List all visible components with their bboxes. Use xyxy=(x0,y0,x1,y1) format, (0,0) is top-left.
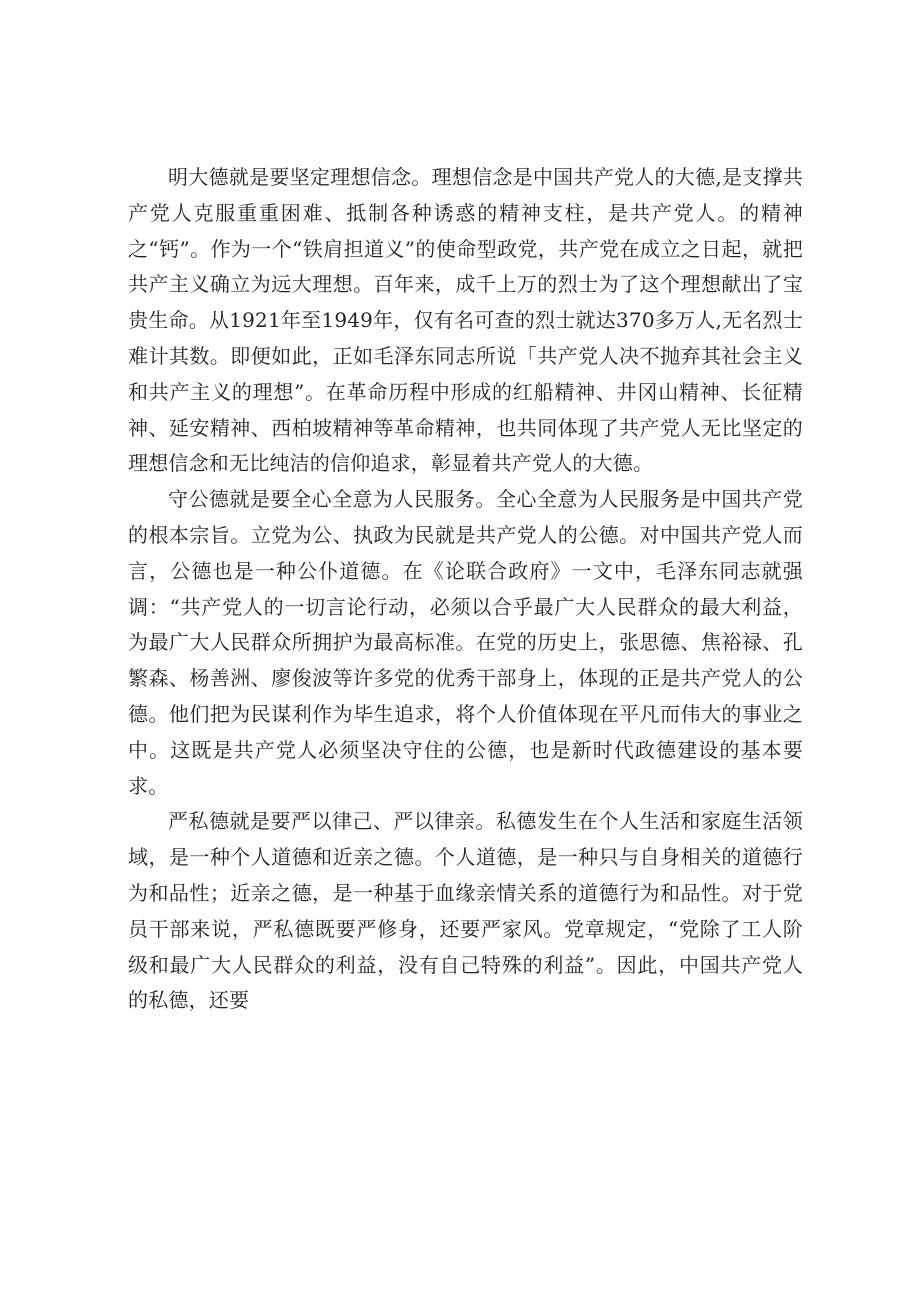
paragraph-private-morality: 严私德就是要严以律己、严以律亲。私德发生在个人生活和家庭生活领域，是一种个人道德和近亲之德。个人道德，是一种只与自身相关的道德行为和品性；近亲之德，是一种基于血缘亲情关系的道德行为和品性。对于党员干部来说，严私德既要严修身，还要严家风。党章规定，“党除了工人阶级和最广大人民群众的利益，没有自己特殊的利益”。因此，中国共产党人的私德，还要 xyxy=(128,809,803,1013)
document-body xyxy=(128,160,803,1019)
paragraph-ideals: 明大德就是要坚定理想信念。理想信念是中国共产党人的大德,是支撑共产党人克服重重困难、抵制各种诱惑的精神支柱，是共产党人。的精神之“钙”。作为一个“铁肩担道义”的使命型政党，共产党在成立之日起，就把共产主义确立为远大理想。百年来，成千上万的烈士为了这个理想献出了宝贵生命。从1921年至1949年，仅有名可查的烈士就达370多万人,无名烈士难计其数。即便如此，正如毛泽东同志所说「共产党人决不抛弃其社会主义和共产主义的理想”。在革命历程中形成的红船精神、井冈山精神、长征精神、延安精神、西柏坡精神等革命精神，也共同体现了共产党人无比坚定的理想信念和无比纯洁的信仰追求，彰显着共产党人的大德。 xyxy=(128,165,803,476)
paragraph-public-morality: 守公德就是要全心全意为人民服务。全心全意为人民服务是中国共产党的根本宗旨。立党为公、执政为民就是共产党人的公德。对中国共产党人而言，公德也是一种公仆道德。在《论联合政府》一文中，毛泽东同志就强调：“共产党人的一切言论行动，必须以合乎最广大人民群众的最大利益，为最广大人民群众所拥护为最高标准。在党的历史上，张思德、焦裕禄、孔繁森、杨善洲、廖俊波等许多党的优秀干部身上，体现的正是共产党人的公德。他们把为民谋利作为毕生追求，将个人价值体现在平凡而伟大的事业之中。这既是共产党人必须坚决守住的公德，也是新时代政德建设的基本要求。 xyxy=(128,487,803,798)
